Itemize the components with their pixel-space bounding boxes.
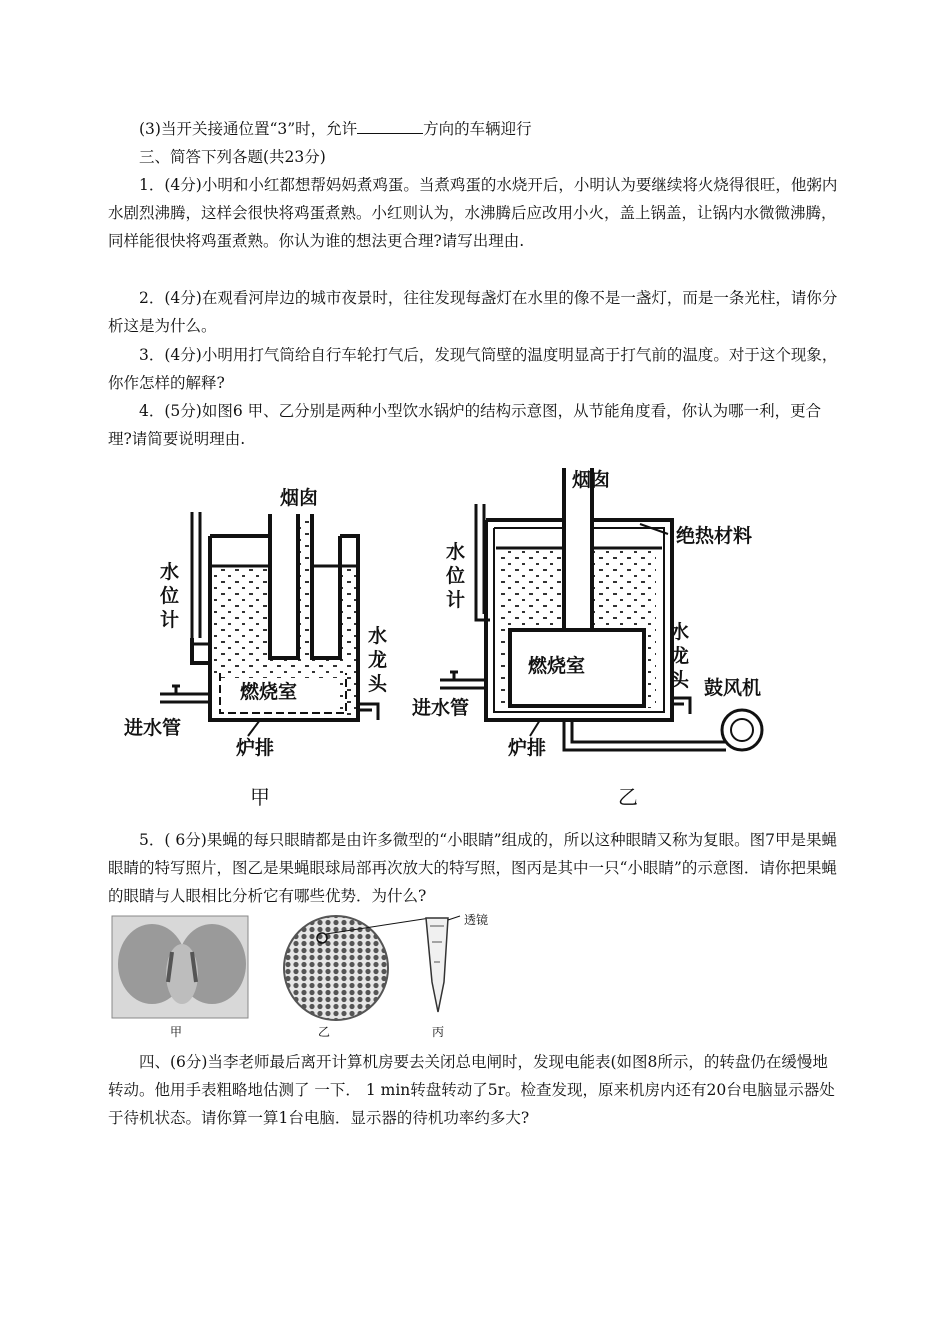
section-4-question: 四、(6分)当李老师最后离开计算机房要去关闭总电闸时，发现电能表(如图8所示，的转盘仍在缓慢地转动。他用手表粗略地估测了 一下． 1 min转盘转动了5r。检查发现，原来机房内还有20台电脑显示器处于待机状态。请你算一算1台电脑．显示器的待机功率约多大? — [108, 1053, 835, 1127]
left-caption: 甲 — [250, 785, 270, 809]
right-blower-label: 鼓风机 — [704, 677, 762, 699]
left-grate-label: 炉排 — [236, 737, 275, 759]
left-gauge-label-3: 计 — [160, 609, 180, 631]
figure-6-boiler-diagrams — [120, 458, 800, 818]
right-inlet-label: 进水管 — [412, 697, 470, 719]
question-3: 3．(4分)小明用打气筒给自行车轮打气后，发现气筒壁的温度明显高于打气前的温度。对于这个现象，你作怎样的解释? — [108, 346, 838, 392]
caption-yi: 乙 — [318, 1025, 331, 1039]
right-tap-label-3: 头 — [670, 669, 690, 691]
right-gauge-label-3: 计 — [446, 589, 466, 611]
question-5: 5．( 6分)果蝇的每只眼睛都是由许多微型的“小眼睛”组成的，所以这种眼睛又称为复眼。图7甲是果蝇眼睛的特写照片，图乙是果蝇眼球局部再次放大的特写照，图丙是其中一只“小眼睛”的示意图．请你把果蝇的眼睛与人眼相比分析它有哪些优势．为什么? — [108, 831, 837, 905]
right-insulation-label: 绝热材料 — [676, 525, 753, 547]
left-tap-label-2: 龙 — [368, 649, 388, 671]
left-chimney-label: 烟囱 — [280, 487, 319, 509]
question-4: 4．(5分)如图6 甲、乙分别是两种小型饮水锅炉的结构示意图，从节能角度看，你认为哪一利，更合理?请简要说明理由. — [108, 402, 822, 448]
q3-suffix: 方向的车辆迎行 — [423, 120, 532, 138]
q3-prefix: (3)当开关接通位置“3”时，允许 — [139, 120, 358, 138]
right-gauge-label-2: 位 — [446, 565, 466, 587]
right-tap-label-2: 龙 — [670, 645, 690, 667]
left-inlet-label: 进水管 — [124, 717, 182, 739]
single-ommatidium-sketch — [426, 916, 460, 1012]
left-tap-label-3: 头 — [368, 673, 388, 695]
right-grate-label: 炉排 — [508, 737, 547, 759]
figure-7-fly-eye — [108, 912, 508, 1040]
fly-head-photo — [112, 916, 248, 1018]
caption-bing: 丙 — [432, 1025, 445, 1039]
right-chamber-label: 燃烧室 — [528, 655, 586, 677]
left-chamber-label: 燃烧室 — [240, 681, 298, 703]
ommatidia-closeup — [284, 916, 430, 1020]
right-gauge-label-1: 水 — [446, 541, 466, 563]
left-tap-label-1: 水 — [368, 625, 388, 647]
question-3-item — [108, 115, 838, 143]
question-2: 2．(4分)在观看河岸边的城市夜景时，往往发现每盏灯在水里的像不是一盏灯，而是一条光柱，请你分析这是为什么。 — [108, 289, 838, 335]
answer-blank — [357, 117, 423, 134]
right-chimney-label: 烟囱 — [572, 469, 611, 491]
right-caption: 乙 — [618, 785, 638, 809]
caption-jia: 甲 — [170, 1025, 183, 1039]
left-gauge-label-1: 水 — [160, 561, 180, 583]
boiler-right — [440, 468, 762, 750]
question-1: 1．(4分)小明和小红都想帮妈妈煮鸡蛋。当煮鸡蛋的水烧开后，小明认为要继续将火烧得很旺，他粥内水剧烈沸腾，这样会很快将鸡蛋煮熟。小红则认为，水沸腾后应改用小火，盖上锅盖，让锅内水微微沸腾，同样能很快将鸡蛋煮熟。你认为谁的想法更合理?请写出理由. — [108, 176, 838, 250]
section-3-title: 三、简答下列各题(共23分) — [139, 148, 326, 166]
left-gauge-label-2: 位 — [160, 585, 180, 607]
lens-label: 透镜 — [464, 913, 489, 927]
right-tap-label-1: 水 — [670, 621, 690, 643]
